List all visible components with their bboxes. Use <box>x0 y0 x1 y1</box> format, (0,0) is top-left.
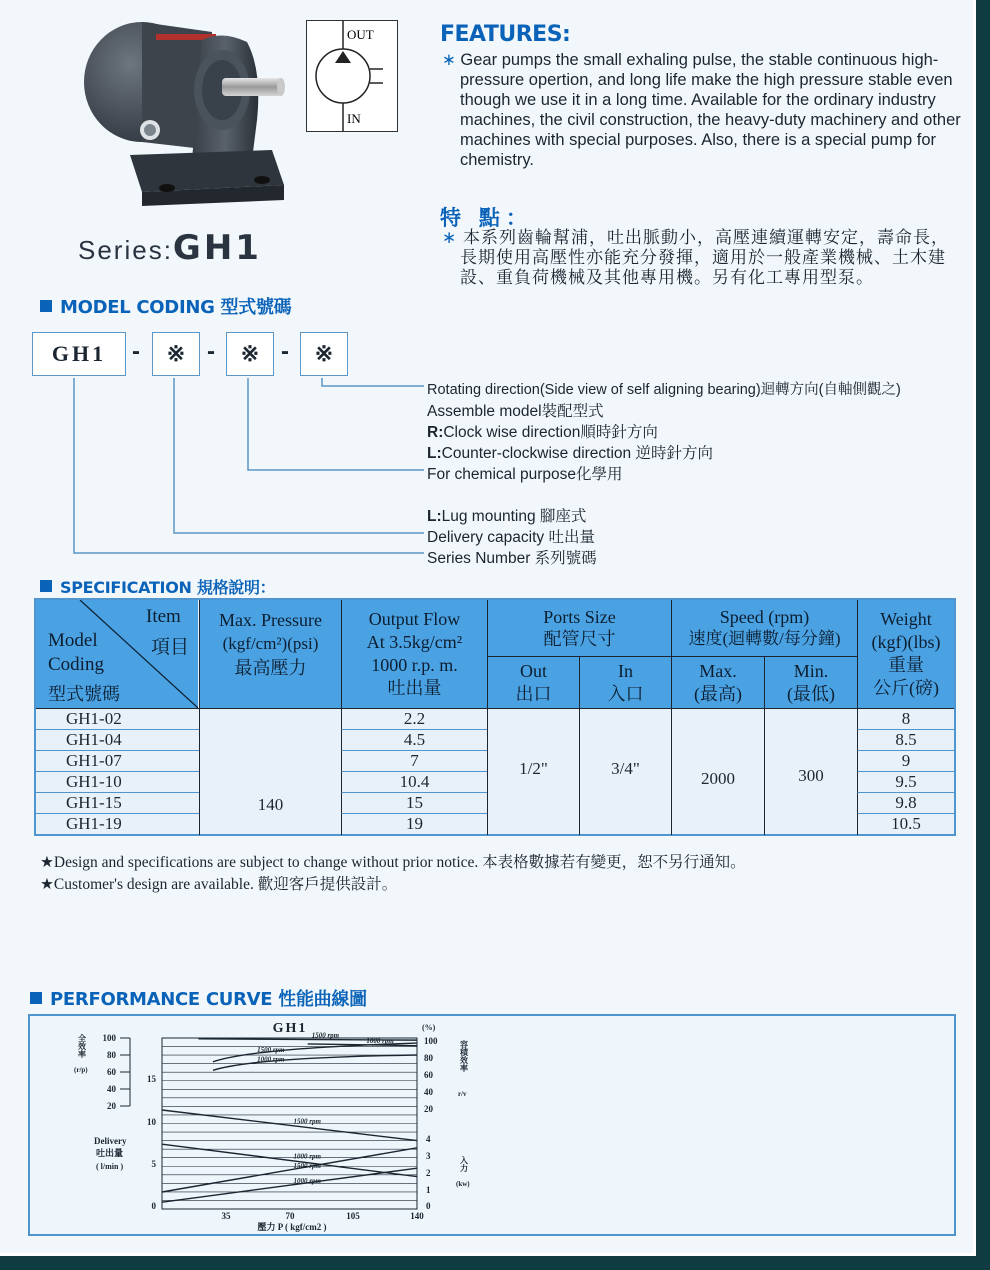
header-flow: Output Flow At 3.5kg/cm² 1000 r.p. m. 吐出量 <box>341 600 487 708</box>
coding-line: Delivery capacity 吐出量 <box>427 529 595 546</box>
weight-value: 8.5 <box>857 730 954 751</box>
code-dash: - <box>132 338 140 365</box>
flow-value: 7 <box>341 751 487 772</box>
x-tick: 105 <box>346 1211 360 1221</box>
series-label: 1500 rpm <box>311 1031 340 1040</box>
speed-max-value: 2000 <box>671 709 764 835</box>
coding-line: Assemble model裝配型式 <box>427 403 604 420</box>
series-name: GH1 <box>172 228 262 268</box>
vol-eff-tick: 20 <box>424 1104 433 1114</box>
code-dash: - <box>207 338 215 365</box>
header-max: Max. (最高) <box>671 656 764 708</box>
features-cn-title: 特 點： <box>440 207 533 230</box>
header-out: Out 出口 <box>487 656 579 708</box>
delivery-axis-label-cn: 吐出量 <box>96 1148 124 1158</box>
code-box-series: GH1 <box>32 332 126 376</box>
header-min: Min. (最低) <box>764 656 857 708</box>
header-ports: Ports Size 配管尺寸 <box>487 600 671 656</box>
note-design-change: ★Design and specifications are subject to change without prior notice. 本表格數據若有變更，恕不另行通知。 <box>40 854 746 871</box>
series-label: 1000 rpm <box>293 1152 321 1161</box>
delivery-tick: 5 <box>151 1159 156 1169</box>
vol-eff-label: 容積效率 <box>459 1040 469 1072</box>
flow-value: 10.4 <box>341 772 487 793</box>
eff-axis-label: 全效率 <box>77 1034 87 1058</box>
series-label: 1500 rpm <box>293 1117 321 1126</box>
eff-tick: 80 <box>107 1050 116 1060</box>
coding-line: Series Number 系列號碼 <box>427 550 597 567</box>
eff-tick: 40 <box>107 1084 116 1094</box>
code-box-rotation: ※ <box>300 332 348 376</box>
power-axis-label: 入力 <box>459 1156 469 1172</box>
features-body: Gear pumps the small exhaling pulse, the stable continuous high-pressure opertion, and long life make the high pressure stable even though we use it in a long time. Available for the ordinary industry machines, the civil construction, the heavy-duty machinery and other machines with special purposes. Also, there is a special pump for chemistry. <box>460 51 961 169</box>
series-line-total <box>213 1055 417 1070</box>
square-bullet-icon <box>30 992 42 1004</box>
delivery-tick: 10 <box>147 1117 156 1127</box>
series-line-total <box>213 1043 417 1062</box>
delivery-tick: 15 <box>147 1074 156 1084</box>
power-axis-unit: (kw) <box>456 1180 470 1188</box>
series-label: 1000 rpm <box>257 1055 285 1064</box>
eff-tick: 60 <box>107 1067 116 1077</box>
weight-value: 9.8 <box>857 793 954 814</box>
flow-value: 2.2 <box>341 709 487 730</box>
model-coding-heading: MODEL CODING 型式號碼 <box>40 293 291 319</box>
specification-heading: SPECIFICATION 規格說明： <box>40 575 275 598</box>
chart-title: GH1 <box>272 1021 308 1036</box>
eff-tick: 20 <box>107 1101 116 1111</box>
series-label: 1000 rpm <box>293 1177 321 1186</box>
weight-value: 10.5 <box>857 814 954 835</box>
table-row: GH1-15 <box>36 793 199 814</box>
x-tick: 140 <box>410 1211 424 1221</box>
table-row: GH1-19 <box>66 814 122 833</box>
symbol-in-label: IN <box>347 111 361 126</box>
symbol-out-label: OUT <box>347 27 374 42</box>
power-tick: 3 <box>426 1151 431 1161</box>
code-box-assembly: ※ <box>226 332 274 376</box>
features-cn-body: 本系列齒輪幫浦，吐出脈動小，高壓連續運轉安定，壽命長，長期使用高壓性亦能充分發揮，適用於一般產業機械、土木建設、重負荷機械及其他專用機。另有化工專用型泵。 <box>460 228 949 287</box>
coding-line: L:Counter-clockwise direction 逆時針方向 <box>427 445 713 462</box>
pressure-value: 140 <box>199 709 341 835</box>
vol-eff-axis-unit: r/v <box>458 1090 467 1098</box>
x-tick: 70 <box>285 1211 295 1221</box>
port-out-value: 1/2" <box>487 709 579 835</box>
plot-layer <box>120 1031 417 1209</box>
delivery-axis-label: Delivery <box>94 1136 127 1146</box>
star-icon: ∗ <box>442 51 461 69</box>
vol-eff-tick: 80 <box>424 1053 433 1063</box>
port-in-value: 3/4" <box>579 709 671 835</box>
header-pressure: Max. Pressure (kgf/cm²)(psi) 最高壓力 <box>199 600 341 708</box>
eff-tick: 100 <box>102 1033 116 1043</box>
series-prefix: Series: <box>78 235 173 265</box>
header-in: In 入口 <box>579 656 671 708</box>
vol-eff-unit: (%) <box>422 1023 436 1032</box>
code-box-capacity: ※ <box>152 332 200 376</box>
features-title: FEATURES: <box>440 22 571 47</box>
power-tick: 0 <box>426 1201 431 1211</box>
header-model-item: Item 項目 Model Coding 型式號碼 <box>36 600 198 708</box>
code-dash: - <box>281 338 289 365</box>
flow-value: 15 <box>341 793 487 814</box>
performance-chart <box>30 1016 530 1234</box>
performance-chart-box <box>28 1014 956 1236</box>
table-row: GH1-07 <box>36 751 199 772</box>
coding-line: For chemical purpose化學用 <box>427 466 623 483</box>
note-customer-design: ★Customer's design are available. 歡迎客戶提供設計。 <box>40 876 398 893</box>
vol-eff-tick: 40 <box>424 1087 433 1097</box>
table-body <box>36 708 954 835</box>
eff-axis-unit: (r/p) <box>74 1066 88 1074</box>
flow-value: 4.5 <box>341 730 487 751</box>
header-weight: Weight (kgf)(lbs) 重量 公斤(磅) <box>857 600 954 708</box>
weight-value: 9 <box>857 751 954 772</box>
series-label: 1500 rpm <box>293 1161 321 1170</box>
performance-heading: PERFORMANCE CURVE 性能曲線圖 <box>30 985 367 1011</box>
delivery-axis-unit: ( l/min ) <box>96 1162 124 1171</box>
series-line-input <box>162 1110 417 1141</box>
delivery-tick: 0 <box>151 1201 156 1211</box>
coding-line: L:Lug mounting 腳座式 <box>427 508 587 525</box>
table-row: GH1-04 <box>36 730 199 751</box>
table-row: GH1-02 <box>36 709 199 730</box>
x-axis-label: 壓力 P ( kgf/cm2 ) <box>257 1222 327 1232</box>
power-tick: 1 <box>426 1185 431 1195</box>
coding-line: R:Clock wise direction順時針方向 <box>427 424 658 441</box>
flow-value: 19 <box>341 814 487 835</box>
square-bullet-icon <box>40 580 52 592</box>
speed-min-value: 300 <box>764 709 857 835</box>
weight-value: 8 <box>857 709 954 730</box>
power-tick: 4 <box>426 1134 431 1144</box>
vol-eff-tick: 60 <box>424 1070 433 1080</box>
series-label: 1000 rpm <box>366 1036 394 1045</box>
vol-eff-tick: 100 <box>424 1036 438 1046</box>
header-speed: Speed (rpm) 速度(迴轉數/每分鐘) <box>671 600 857 656</box>
coding-line: Rotating direction(Side view of self aligning bearing)迴轉方向(自軸側觀之) <box>427 382 901 398</box>
weight-value: 9.5 <box>857 772 954 793</box>
table-row: GH1-10 <box>36 772 199 793</box>
star-icon: ∗ <box>442 228 463 247</box>
series-label: 1500 rpm <box>257 1046 285 1055</box>
spec-table <box>34 598 956 836</box>
power-tick: 2 <box>426 1168 431 1178</box>
x-tick: 35 <box>221 1211 231 1221</box>
